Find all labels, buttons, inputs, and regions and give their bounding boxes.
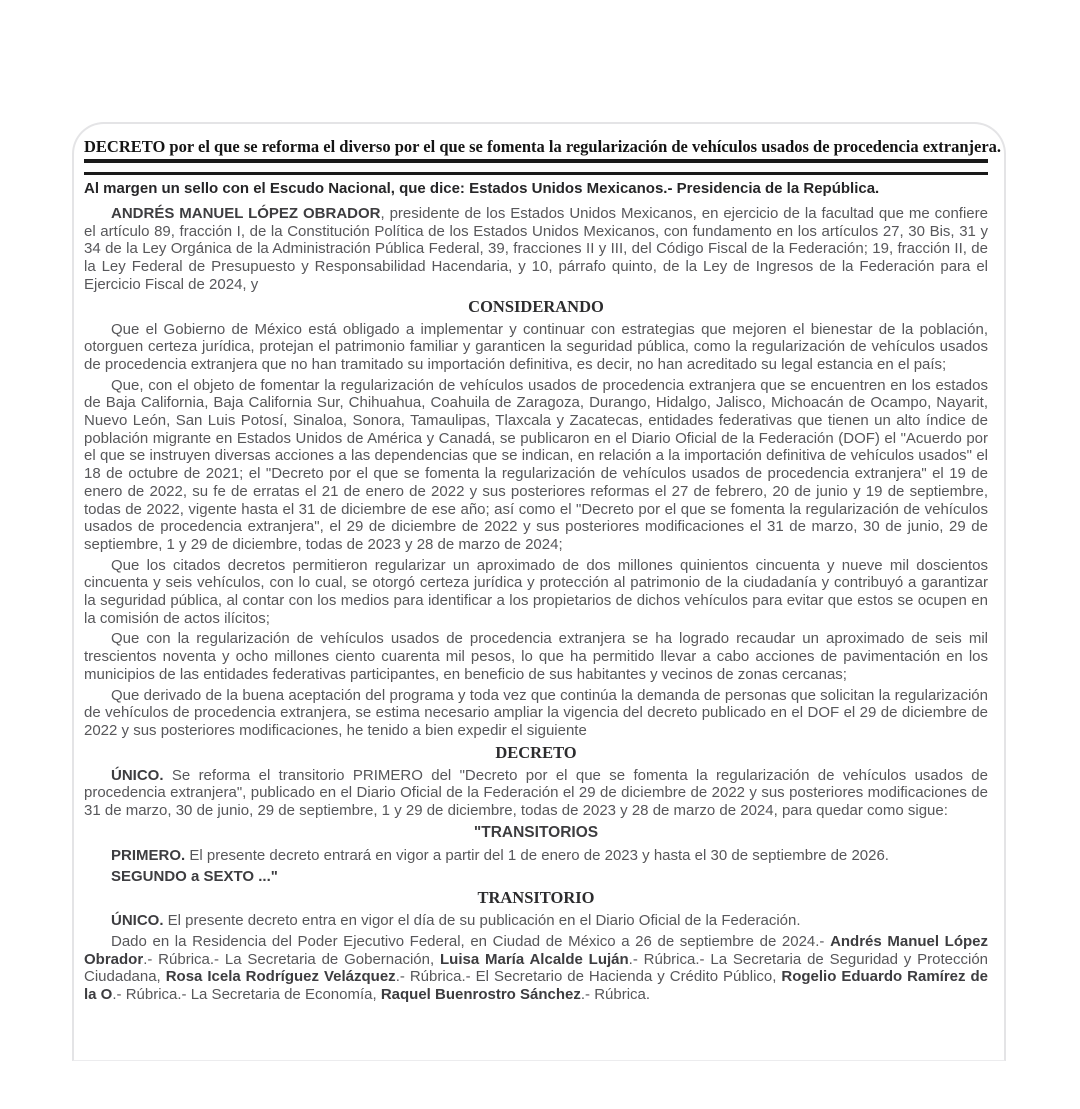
paragraph-firmas: Dado en la Residencia del Poder Ejecutivo Federal, en Ciudad de México a 26 de septiembre de 2024.- Andrés Manuel López Obrador.- Rúbrica.- La Secretaria de Gobernación, Luisa María Alcalde Luján.- Rúbrica.- La Secretaria de Seguridad y Protección Ciudadana, Rosa Icela Rodríguez Velázquez.- Rúbrica.- El Secretario de Hacienda y Crédito Público, Rogelio Eduardo Ramírez de la O.- Rúbrica.- La Secretaria de Economía, Raquel Buenrostro Sánchez.- Rúbrica. — [84, 932, 989, 1004]
paragraph-considerando-4: Que con la regularización de vehículos usados de procedencia extranjera se ha logrado recaudar un aproximado de seis mil trescientos noventa y ocho millones ciento cuarenta mil pesos, lo que ha permitido llevar a cabo acciones de pavimentación en los municipios de las entidades federativas participantes, en beneficio de sus habitantes y vecinos de zonas cercanas; — [84, 630, 988, 683]
paragraph-primero: PRIMERO. El presente decreto entrará en vigor a partir del 1 de enero de 2023 y hasta el 30 de septiembre de 2026. — [111, 846, 889, 864]
paragraph-considerando-5: Que derivado de la buena aceptación del programa y toda vez que continúa la demanda de personas que solicitan la regularización de vehículos de procedencia extranjera, se estima necesario ampliar la vigencia del decreto publicado en el DOF el 29 de diciembre de 2022 y sus posteriores modificaciones, he tenido a bien expedir el siguiente — [84, 686, 988, 739]
heading-transitorio: TRANSITORIO — [477, 888, 595, 908]
heading-decreto: DECRETO — [495, 742, 577, 762]
paragraph-unico-transitorio: ÚNICO. El presente decreto entra en vigor el día de su publicación en el Diario Oficial de la Federación. — [111, 912, 801, 930]
paragraph-preamble: ANDRÉS MANUEL LÓPEZ OBRADOR, presidente de los Estados Unidos Mexicanos, en ejercicio de la facultad que me confiere el artículo 89, fracción I, de la Constitución Política de los Estados Unidos Mexicanos, con fundamento en los artículos 27, 30 Bis, 31 y 34 de la Ley Orgánica de la Administración Pública Federal, 39, fracciones II y III, del Código Fiscal de la Federación; 19, fracción II, de la Ley Federal de Presupuesto y Responsabilidad Hacendaria, y 10, párrafo quinto, de la Ley de Ingresos de la Federación para el Ejercicio Fiscal de 2024, y — [84, 205, 988, 293]
document-blocks — [84, 136, 1002, 1004]
margin-note: Al margen un sello con el Escudo Nacional, que dice: Estados Unidos Mexicanos.- Presidencia de la República. — [84, 180, 880, 197]
paragraph-considerando-3: Que los citados decretos permitieron regularizar un aproximado de dos millones quinientos cincuenta y nueve mil doscientos cincuenta y seis vehículos, con lo cual, se otorgó certeza jurídica y protección al patrimonio de la ciudadanía y contribuyó a garantizar la seguridad pública, al contar con los medios para identificar a los propietarios de dichos vehículos para evitar que estos se ocupen en la comisión de actos ilícitos; — [84, 556, 988, 627]
doc-title: DECRETO por el que se reforma el diverso por el que se fomenta la regularización de vehículos usados de procedencia extranjera. — [84, 136, 988, 163]
heading-considerando: CONSIDERANDO — [468, 296, 604, 316]
title-rule — [84, 172, 988, 175]
paragraph-unico-decreto: ÚNICO. Se reforma el transitorio PRIMERO del "Decreto por el que se fomenta la regularización de vehículos usados de procedencia extranjera", publicado en el Diario Oficial de la Federación el 29 de diciembre de 2022 y sus posteriores modificaciones de 31 de marzo, 30 de junio, 29 de septiembre, 1 y 29 de diciembre, todas de 2023 y 28 de marzo de 2024, para quedar como sigue: — [84, 766, 988, 820]
paragraph-considerando-2: Que, con el objeto de fomentar la regularización de vehículos usados de procedencia extranjera que se encuentren en los estados de Baja California, Baja California Sur, Chihuahua, Coahuila de Zaragoza, Durango, Hidalgo, Jalisco, Michoacán de Ocampo, Nayarit, Nuevo León, San Luis Potosí, Sinaloa, Sonora, Tamaulipas, Tlaxcala y Zacatecas, entidades federativas que tienen un alto índice de población migrante en Estados Unidos de América y Canadá, se publicaron en el Diario Oficial de la Federación (DOF) el "Acuerdo por el que se instruyen diversas acciones a las dependencias que se indican, en relación a la importación definitiva de vehículos usados" el 18 de octubre de 2021; el "Decreto por el que se fomenta la regularización de vehículos usados de procedencia extranjera" el 19 de enero de 2022, su fe de erratas el 21 de enero de 2022 y sus posteriores reformas el 27 de febrero, 20 de junio y 19 de septiembre, todas de 2022, vigente hasta el 31 de diciembre de ese año; así como el "Decreto por el que se fomenta la regularización de vehículos usados de procedencia extranjera", el 29 de diciembre de 2022 y sus posteriores modificaciones el 31 de marzo, 30 de junio, 29 de septiembre, 1 y 29 de diciembre, todas de 2023 y 28 de marzo de 2024; — [84, 376, 988, 553]
paragraph-considerando-1: Que el Gobierno de México está obligado a implementar y continuar con estrategias que mejoren el bienestar de la población, otorguen certeza jurídica, protejan el patrimonio familiar y garanticen la seguridad pública, como la regularización de vehículos usados de procedencia extranjera que no han tramitado su importación definitiva, es decir, no han acreditado su legal estancia en el país; — [84, 320, 988, 373]
paragraph-segundo-sexto: SEGUNDO a SEXTO ..." — [111, 867, 278, 885]
heading-transitorios: "TRANSITORIOS — [473, 823, 599, 841]
decree-document-card — [72, 122, 1006, 1061]
